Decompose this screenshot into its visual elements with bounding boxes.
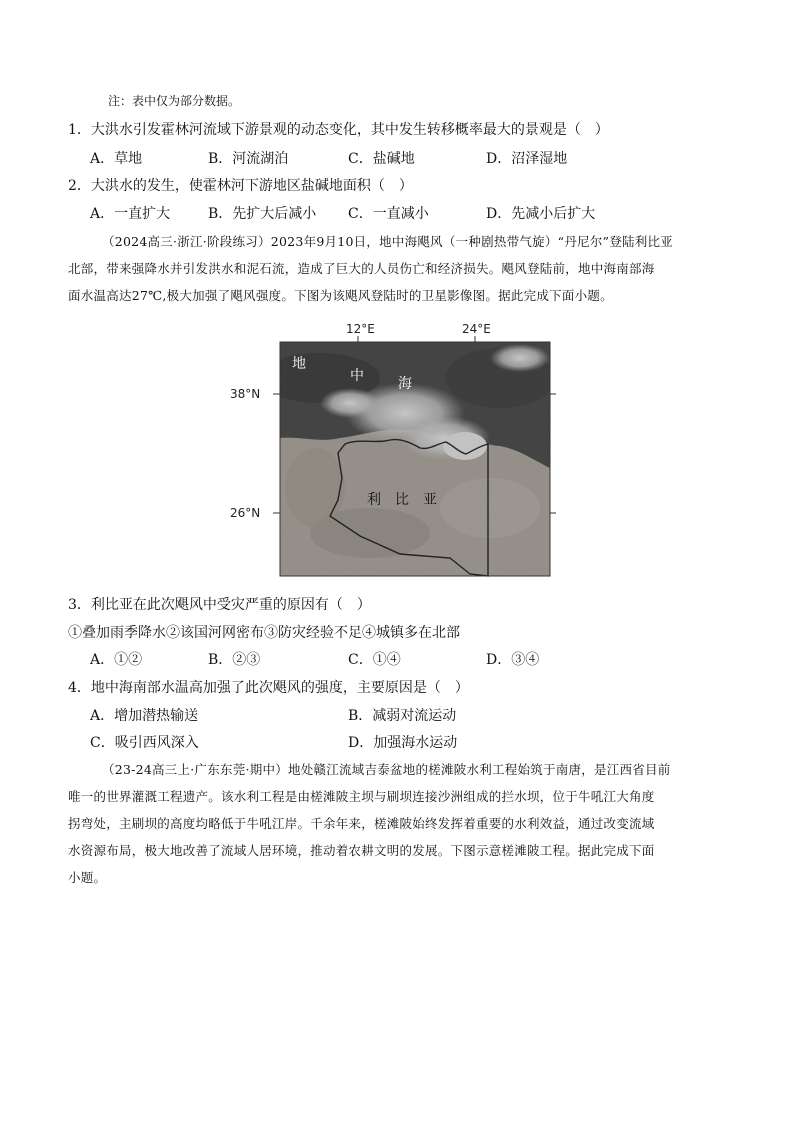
question-1-stem: 1．大洪水引发霍林河流域下游景观的动态变化，其中发生转移概率最大的景观是（ ） [68,122,609,138]
q2-option-d[interactable]: D．先减小后扩大 [486,206,596,222]
q1-option-c[interactable]: C．盐碱地 [348,151,415,167]
q4-option-d[interactable]: D．加强海水运动 [348,735,458,751]
q3-option-b[interactable]: B．②③ [208,652,261,668]
q4-option-a[interactable]: A．增加潜热输送 [90,708,199,724]
lon-label-12e: 12°E [346,322,375,336]
q4-option-c[interactable]: C．吸引西风深入 [90,735,199,751]
satellite-map [230,318,570,580]
passage1-line-2: 北部，带来强降水并引发洪水和泥石流，造成了巨大的人员伤亡和经济损失。飓风登陆前，地中海南部海 [68,261,655,276]
passage2-line-5: 小题。 [68,870,107,885]
sea-label-char-2: 中 [350,368,364,384]
table-note: 注：表中仅为部分数据。 [108,94,241,108]
q3-option-d[interactable]: D．③④ [486,652,540,668]
passage-chatanpi-project [68,756,728,891]
sea-label-char-3: 海 [398,376,412,392]
q2-option-c[interactable]: C．一直减小 [348,206,429,222]
q1-option-a[interactable]: A．草地 [90,151,143,167]
lat-label-38n: 38°N [230,387,261,401]
question-4-stem: 4．地中海南部水温高加强了此次飓风的强度，主要原因是（ ） [68,680,469,696]
passage1-line-3: 面水温高达27℃,极大加强了飓风强度。下图为该飓风登陆时的卫星影像图。据此完成下面小题。 [68,288,613,303]
q1-option-b[interactable]: B．河流湖泊 [208,151,289,167]
lon-label-24e: 24°E [462,322,491,336]
q2-option-b[interactable]: B．先扩大后减小 [208,206,317,222]
passage2-line-3: 拐弯处，主刷坝的高度均略低于牛吼江岸。千余年来，槎滩陂始终发挥着重要的水利效益，通过改变流域 [68,816,655,831]
satellite-image-figure [230,318,570,580]
question-2-stem: 2．大洪水的发生，使霍林河下游地区盐碱地面积（ ） [68,178,413,194]
q3-option-c[interactable]: C．①④ [348,652,401,668]
passage2-line-4: 水资源布局，极大地改善了流域人居环境，推动着农耕文明的发展。下图示意槎滩陂工程。据此完成下面 [68,843,655,858]
q3-option-a[interactable]: A．①② [90,652,143,668]
q1-option-d[interactable]: D．沼泽湿地 [486,151,568,167]
q2-option-a[interactable]: A．一直扩大 [90,206,171,222]
question-3-stem: 3．利比亚在此次飓风中受灾严重的原因有（ ） [68,597,371,613]
sea-label-char-1: 地 [292,356,306,372]
question-3-choices: ①叠加雨季降水②该国河网密布③防灾经验不足④城镇多在北部 [68,625,460,641]
passage-hurricane-daniel [68,228,728,309]
passage1-line-1: （2024高三·浙江·阶段练习）2023年9月10日，地中海飓风（一种剧热带气旋）“丹尼尔”登陆利比亚 [102,234,673,249]
country-label-libya: 利 比 亚 [367,492,437,508]
passage2-line-2: 唯一的世界灌溉工程遗产。该水利工程是由槎滩陂主坝与刷坝连接沙洲组成的拦水坝，位于牛吼江大角度 [68,789,655,804]
lat-label-26n: 26°N [230,506,261,520]
passage2-line-1: （23-24高三上·广东东莞·期中）地处赣江流域吉泰盆地的槎滩陂水利工程始筑于南唐，是江西省目前 [102,762,671,777]
q4-option-b[interactable]: B．减弱对流运动 [348,708,457,724]
